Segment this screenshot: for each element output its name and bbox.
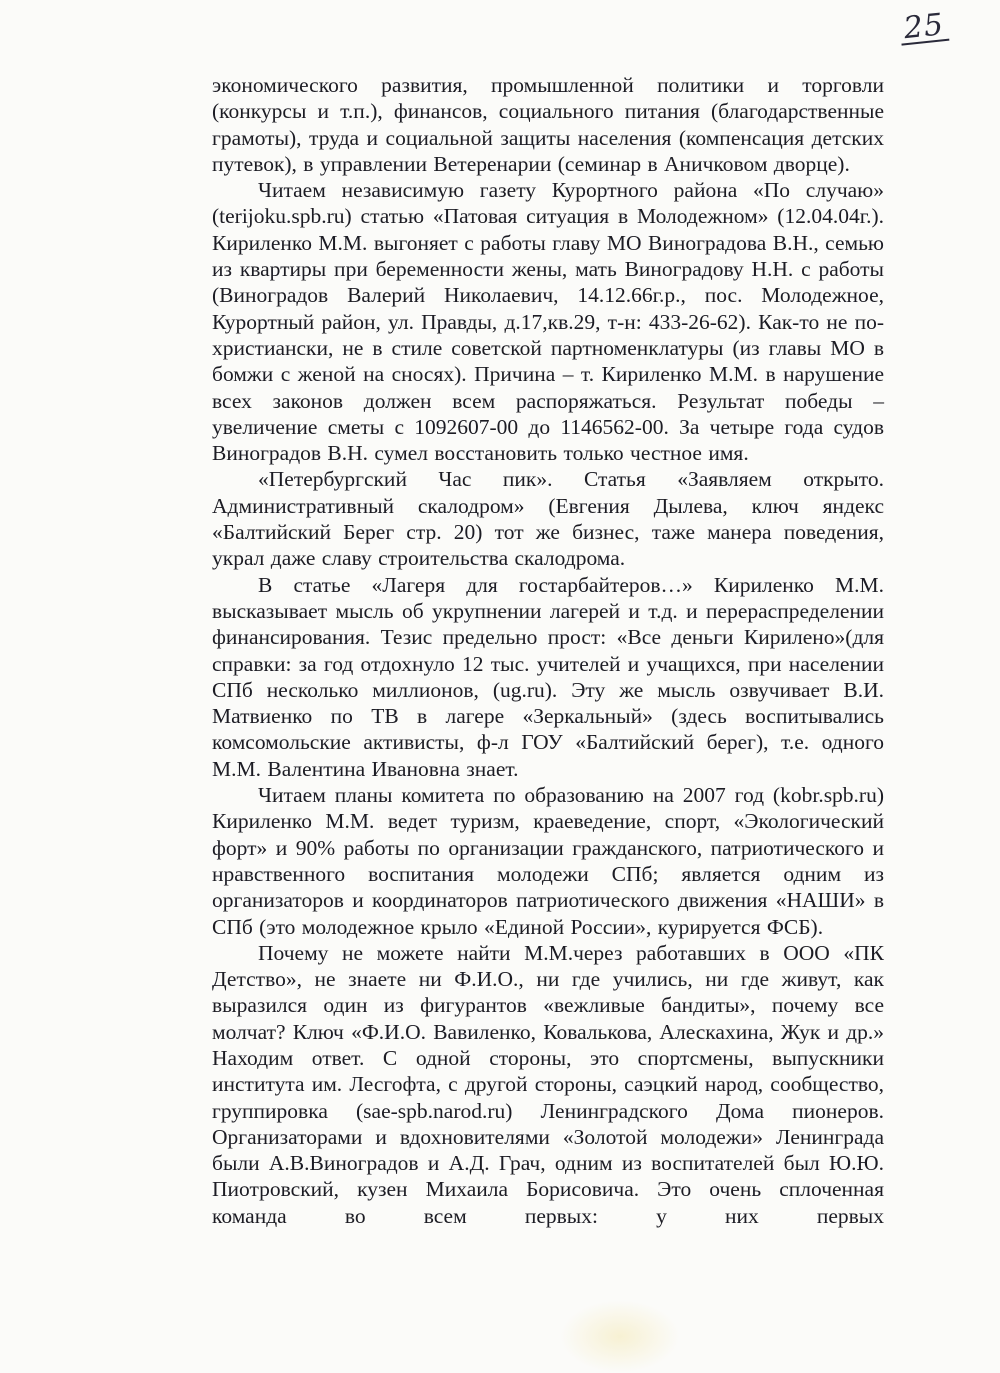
paragraph-3: «Петербургский Час пик». Статья «Заявляем открыто. Административный скалодром» (Евгения Дылева, ключ яндекс «Балтийский Берег стр. 20) тот же бизнес, таже манера поведения, украл даже славу строительства скалодрома. (212, 467, 884, 571)
paragraph-1: экономического развития, промышленной политики и торговли (конкурсы и т.п.), финансов, социального питания (благодарственные грамоты), труда и социальной защиты населения (компенсация детских путевок), в управлении Ветеренарии (семинар в Аничковом дворце). (212, 73, 884, 176)
handwritten-page-number (898, 4, 972, 51)
paper-stain (560, 1300, 680, 1373)
paragraph-4: В статье «Лагеря для гостарбайтеров…» Кириленко М.М. высказывает мысль об укрупнении лагерей и т.д. и перераспределении финансирования. Тезис предельно прост: «Все деньги Кирилено»(для справки: за год отдохнуло 12 тыс. учителей и учащихся, при населении СПб несколько миллионов, (ug.ru). Эту же мысль озвучивает В.И. Матвиенко по ТВ в лагере «Зеркальный» (здесь воспитывались комсомольские активисты, ф-л ГОУ «Балтийский берег), т.е. одного М.М. Валентина Ивановна знает. (212, 572, 884, 781)
page-number-text: 25 (899, 11, 950, 46)
paragraph-2: Читаем независимую газету Курортного района «По случаю» (terijoku.spb.ru) статью «Патовая ситуация в Молодежном» (12.04.04г.). Кириленко М.М. выгоняет с работы главу МО Виноградова В.Н., семью из квартиры при беременности жены, мать Виноградову Н.Н. с работы (Виноградов Валерий Николаевич, 14.12.66г.р., пос. Молодежное, Курортный район, ул. Правды, д.17,кв.29, т-н: 433-26-62). Как-то не по-христиански, не в стиле советской партноменклатуры (из главы МО в бомжи с женой на сносях). Причина – т. Кириленко М.М. в нарушение всех законов должен всем распоряжаться. Результат победы – увеличение сметы с 1092607-00 до 1146562-00. За четыре года судов Виноградов В.Н. сумел восстановить только честное имя. (212, 178, 884, 466)
paragraph-5: Читаем планы комитета по образованию на 2007 год (kobr.spb.ru) Кириленко М.М. ведет туризм, краеведение, спорт, «Экологический форт» и 90% работы по организации гражданского, патриотического и нравственного воспитания молодежи СПб; является одним из организаторов и координаторов патриотического движения «НАШИ» в СПб (это молодежное крыло «Единой России», курируется ФСБ). (212, 783, 884, 939)
paragraph-6: Почему не можете найти М.М.через работавших в ООО «ПК Детство», не знаете ни Ф.И.О., ни где учились, ни где живут, как выразился один из фигурантов «вежливые бандиты», почему все молчат? Ключ «Ф.И.О. Вавиленко, Ковалькова, Алескахина, Жук и др.» Находим ответ. С одной стороны, это спортсмены, выпускники института им. Лесгофта, с другой стороны, саэцкий народ, сообщество, группировка (sae-spb.narod.ru) Ленинградского Дома пионеров. Организаторами и вдохновителями «Золотой молодежи» Ленинграда были А.В.Виноградов и А.Д. Грач, одним из воспитателей был Ю.Ю. Пиотровский, кузен Михаила Борисовича. Это очень сплоченная команда во всем первых: у них первых (212, 940, 884, 1228)
document-body (212, 72, 884, 1229)
